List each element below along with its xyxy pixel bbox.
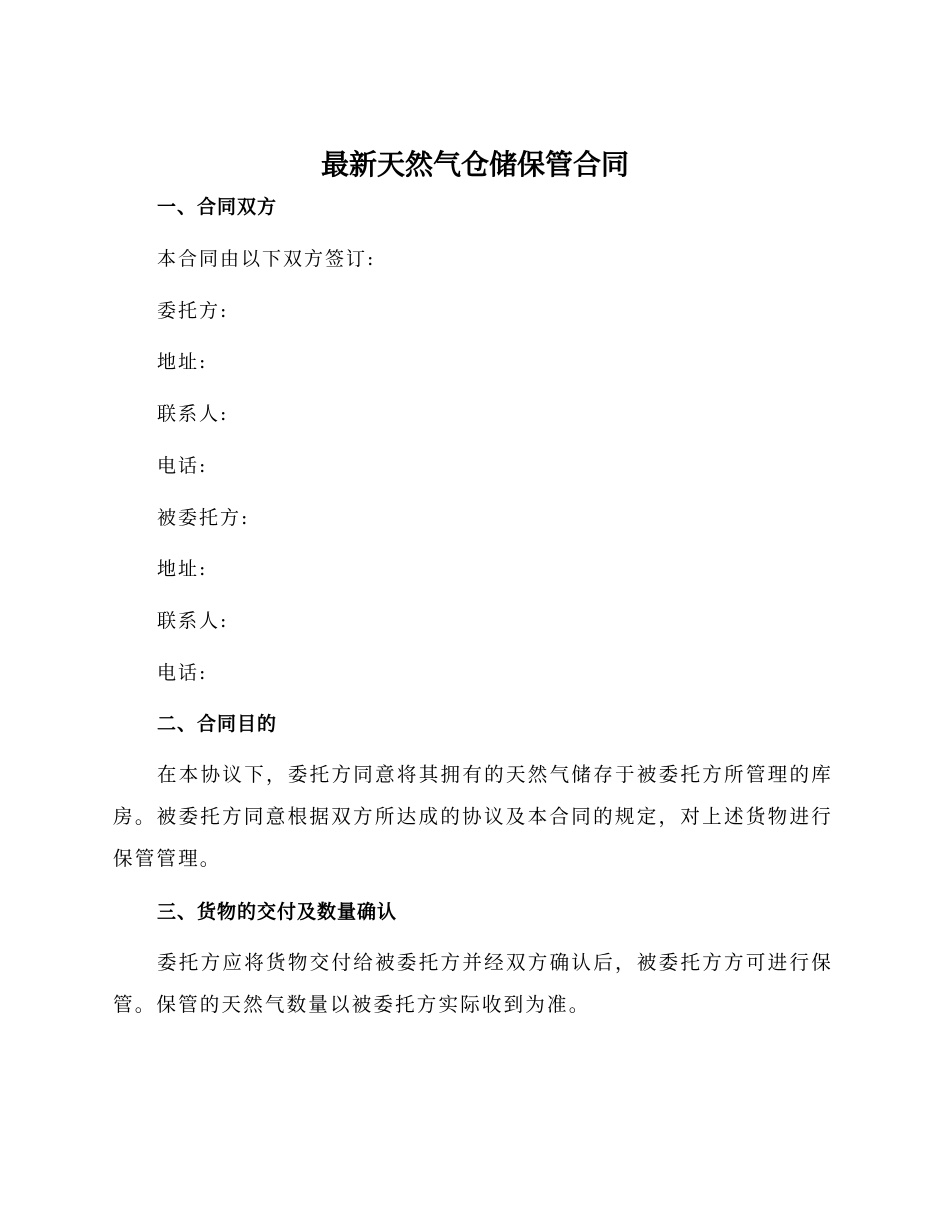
field-trustee: 被委托方:: [157, 507, 250, 529]
field-trustee-phone: 电话:: [157, 662, 208, 684]
section-heading-parties: 一、合同双方: [157, 196, 278, 218]
purpose-paragraph: 在本协议下，委托方同意将其拥有的天然气储存于被委托方所管理的库房。被委托方同意根据双方所达成的协议及本合同的规定，对上述货物进行保管管理。: [113, 763, 833, 870]
field-client-address: 地址:: [157, 351, 208, 373]
field-client-contact: 联系人:: [157, 403, 229, 425]
section-heading-delivery: 三、货物的交付及数量确认: [157, 901, 398, 923]
parties-intro: 本合同由以下双方签订:: [157, 248, 376, 270]
document-title: 最新天然气仓储保管合同: [320, 148, 629, 181]
field-client: 委托方:: [157, 300, 229, 322]
field-trustee-address: 地址:: [157, 558, 208, 580]
section-heading-purpose: 二、合同目的: [157, 713, 278, 735]
delivery-paragraph: 委托方应将货物交付给被委托方并经双方确认后，被委托方方可进行保管。保管的天然气数量以被委托方实际收到为准。: [113, 951, 833, 1016]
field-client-phone: 电话:: [157, 455, 208, 477]
field-trustee-contact: 联系人:: [157, 610, 229, 632]
